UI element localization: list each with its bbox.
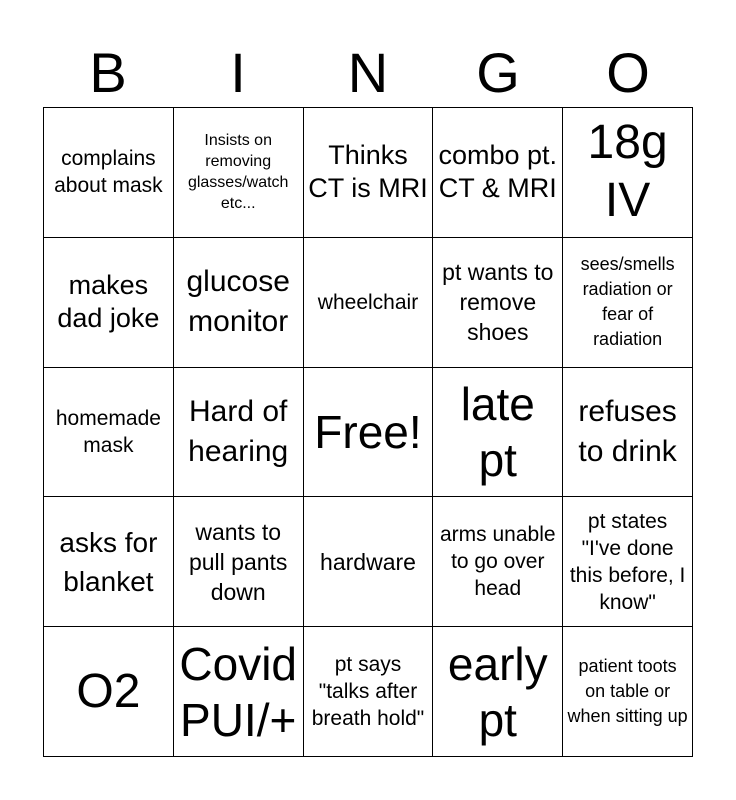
cell-text: combo pt. CT & MRI: [438, 140, 558, 204]
header-letter-b: B: [89, 41, 127, 104]
bingo-cell-3[interactable]: [304, 108, 434, 238]
free-space-text: Free!: [314, 405, 422, 458]
cell-text: glucose monitor: [186, 265, 290, 339]
bingo-cell-15[interactable]: [563, 368, 693, 498]
header-letter-g: G: [476, 41, 520, 104]
bingo-cell-12[interactable]: [174, 368, 304, 498]
cell-text: arms unable to go over head: [440, 523, 556, 601]
bingo-cell-11[interactable]: [44, 368, 174, 498]
bingo-cell-10[interactable]: [563, 238, 693, 368]
bingo-cell-1[interactable]: [44, 108, 174, 238]
cell-text: wants to pull pants down: [188, 518, 288, 605]
cell-text: makes dad joke: [57, 270, 160, 334]
cell-text: Hard of hearing: [188, 394, 289, 468]
bingo-cell-9[interactable]: [433, 238, 563, 368]
cell-text: pt wants to remove shoes: [442, 259, 554, 346]
cell-text: pt states "I've done this before, I know": [569, 509, 686, 614]
bingo-cell-5[interactable]: [563, 108, 693, 238]
header-letter-n: N: [347, 41, 389, 104]
cell-text: homemade mask: [55, 406, 161, 457]
cell-text: patient toots on table or when sitting up: [567, 656, 688, 727]
bingo-cell-25[interactable]: [563, 627, 693, 757]
cell-text: Thinks CT is MRI: [308, 140, 428, 204]
cell-text: 18g IV: [587, 116, 668, 228]
bingo-cell-14[interactable]: [433, 368, 563, 498]
cell-text: wheelchair: [317, 290, 419, 314]
cell-text: Covid PUI/+: [179, 637, 297, 746]
cell-text: refuses to drink: [578, 394, 677, 468]
bingo-cell-free[interactable]: [304, 368, 434, 498]
bingo-cell-2[interactable]: [174, 108, 304, 238]
bingo-cell-23[interactable]: [304, 627, 434, 757]
bingo-cell-24[interactable]: [433, 627, 563, 757]
header-letter-o: O: [606, 41, 650, 104]
bingo-cell-4[interactable]: [433, 108, 563, 238]
cell-text: complains about mask: [54, 147, 163, 198]
bingo-header: [43, 40, 693, 106]
cell-text: Insists on removing glasses/watch etc...: [187, 132, 289, 213]
cell-text: asks for blanket: [59, 526, 158, 597]
bingo-cell-21[interactable]: [44, 627, 174, 757]
cell-text: hardware: [320, 548, 416, 575]
bingo-cell-22[interactable]: [174, 627, 304, 757]
bingo-cell-8[interactable]: [304, 238, 434, 368]
cell-text: sees/smells radiation or fear of radiation: [580, 254, 675, 350]
bingo-cell-18[interactable]: [304, 497, 434, 627]
bingo-cell-19[interactable]: [433, 497, 563, 627]
cell-text: early pt: [447, 637, 548, 746]
cell-text: late pt: [460, 377, 535, 486]
bingo-cell-16[interactable]: [44, 497, 174, 627]
bingo-cell-7[interactable]: [174, 238, 304, 368]
bingo-grid: [43, 107, 693, 757]
bingo-cell-20[interactable]: [563, 497, 693, 627]
bingo-cell-17[interactable]: [174, 497, 304, 627]
header-letter-i: I: [230, 41, 246, 104]
cell-text: pt says "talks after breath hold": [311, 653, 425, 731]
cell-text: O2: [76, 664, 141, 718]
bingo-cell-6[interactable]: [44, 238, 174, 368]
